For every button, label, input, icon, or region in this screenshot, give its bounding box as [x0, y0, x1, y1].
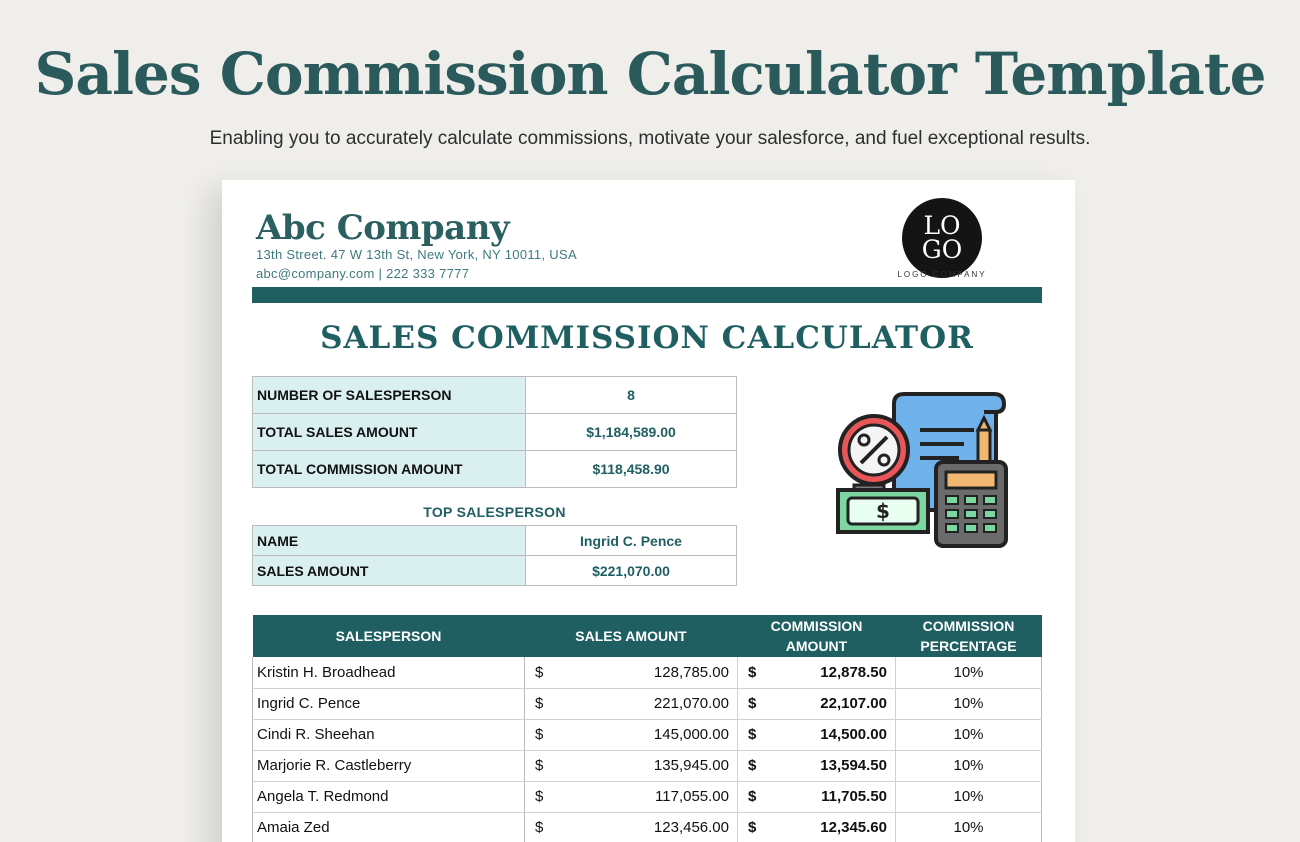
calculator-title: SALES COMMISSION CALCULATOR: [320, 320, 974, 356]
company-address: 13th Street. 47 W 13th St, New York, NY 10011, USA: [256, 247, 577, 262]
sales-amount-value: 145,000.00: [653, 726, 729, 743]
company-contact: abc@company.com | 222 333 7777: [256, 266, 470, 281]
header-divider: [252, 287, 1042, 303]
cell-commission-amount[interactable]: [738, 657, 896, 688]
table-row: [253, 688, 1042, 719]
cell-commission-percentage[interactable]: 10%: [896, 812, 1042, 842]
cell-commission-amount[interactable]: [738, 750, 896, 781]
summary-table: [252, 376, 737, 488]
table-row: [253, 657, 1042, 688]
currency-symbol: $: [535, 788, 544, 805]
summary-label: TOTAL COMMISSION AMOUNT: [253, 451, 526, 488]
table-row: [253, 719, 1042, 750]
col-header-commission-percentage: [896, 615, 1042, 657]
col-header-sales-amount: SALES AMOUNT: [525, 615, 738, 657]
table-header-row: [253, 615, 1042, 657]
cell-commission-percentage[interactable]: 10%: [896, 688, 1042, 719]
sales-amount-value: 128,785.00: [653, 663, 729, 681]
cell-commission-percentage[interactable]: 10%: [896, 750, 1042, 781]
top-salesperson-value[interactable]: $221,070.00: [526, 556, 737, 586]
cell-sales-amount[interactable]: [525, 750, 738, 781]
logo-text-top: LO: [923, 211, 961, 240]
table-row: [253, 750, 1042, 781]
cell-sales-amount[interactable]: [525, 719, 738, 750]
currency-symbol: $: [535, 695, 544, 712]
cell-commission-amount[interactable]: [738, 781, 896, 812]
cell-salesperson[interactable]: Kristin H. Broadhead: [253, 657, 525, 688]
top-salesperson-row: [253, 526, 737, 556]
cell-sales-amount[interactable]: [525, 781, 738, 812]
col-header-commission-percentage-line2: PERCENTAGE: [920, 638, 1017, 654]
top-salesperson-label: NAME: [253, 526, 526, 556]
table-row: [253, 812, 1042, 842]
summary-value[interactable]: 8: [526, 377, 737, 414]
currency-symbol: $: [535, 663, 544, 681]
cell-salesperson[interactable]: Angela T. Redmond: [253, 781, 525, 812]
cell-commission-amount[interactable]: [738, 719, 896, 750]
currency-symbol: $: [748, 726, 757, 743]
cell-commission-percentage[interactable]: 10%: [896, 657, 1042, 688]
col-header-commission-amount-line2: AMOUNT: [785, 638, 848, 654]
svg-text:$: $: [876, 499, 890, 523]
currency-symbol: $: [748, 695, 757, 712]
currency-symbol: $: [748, 819, 757, 836]
cell-commission-percentage[interactable]: 10%: [896, 781, 1042, 812]
top-salesperson-value[interactable]: Ingrid C. Pence: [526, 526, 737, 556]
summary-row: [253, 451, 737, 488]
currency-symbol: $: [535, 819, 544, 836]
currency-symbol: $: [535, 757, 544, 774]
cell-commission-amount[interactable]: [738, 812, 896, 842]
top-salesperson-row: [253, 556, 737, 586]
cell-salesperson[interactable]: Cindi R. Sheehan: [253, 719, 525, 750]
cell-commission-percentage[interactable]: 10%: [896, 719, 1042, 750]
currency-symbol: $: [748, 788, 757, 805]
commission-amount-value: 12,345.60: [820, 819, 887, 836]
commission-table: [252, 615, 1042, 842]
currency-symbol: $: [748, 757, 757, 774]
table-row: [253, 781, 1042, 812]
template-sheet: [222, 180, 1075, 842]
commission-amount-value: 14,500.00: [820, 726, 887, 743]
currency-symbol: $: [748, 663, 757, 681]
cell-sales-amount[interactable]: [525, 657, 738, 688]
logo-text-bottom: GO: [921, 235, 963, 264]
summary-row: [253, 414, 737, 451]
cell-salesperson[interactable]: Amaia Zed: [253, 812, 525, 842]
calculator-illustration-icon: [834, 390, 1009, 550]
cell-salesperson[interactable]: Marjorie R. Castleberry: [253, 750, 525, 781]
currency-symbol: $: [535, 726, 544, 743]
page-subtitle: Enabling you to accurately calculate commissions, motivate your salesforce, and fuel exceptional results.: [209, 128, 1091, 149]
company-logo: [902, 198, 982, 278]
sales-amount-value: 123,456.00: [653, 819, 729, 836]
page-title: Sales Commission Calculator Template: [34, 40, 1266, 108]
cell-salesperson[interactable]: Ingrid C. Pence: [253, 688, 525, 719]
col-header-commission-amount: [738, 615, 896, 657]
sales-amount-value: 135,945.00: [653, 757, 729, 774]
logo-caption: LOGO COMPANY: [897, 270, 987, 279]
commission-amount-value: 11,705.50: [821, 788, 887, 805]
top-salesperson-title: TOP SALESPERSON: [423, 504, 566, 520]
top-salesperson-table: [252, 525, 737, 586]
col-header-commission-amount-line1: COMMISSION: [770, 618, 863, 634]
commission-amount-value: 22,107.00: [820, 695, 887, 712]
col-header-commission-percentage-line1: COMMISSION: [922, 618, 1015, 634]
cell-sales-amount[interactable]: [525, 688, 738, 719]
commission-amount-value: 12,878.50: [820, 663, 887, 681]
summary-value[interactable]: $118,458.90: [526, 451, 737, 488]
summary-label: TOTAL SALES AMOUNT: [253, 414, 526, 451]
summary-label: NUMBER OF SALESPERSON: [253, 377, 526, 414]
sales-amount-value: 221,070.00: [653, 695, 729, 712]
sales-amount-value: 117,055.00: [655, 788, 729, 805]
cell-sales-amount[interactable]: [525, 812, 738, 842]
col-header-salesperson: SALESPERSON: [253, 615, 525, 657]
summary-row: [253, 377, 737, 414]
commission-amount-value: 13,594.50: [820, 757, 887, 774]
cell-commission-amount[interactable]: [738, 688, 896, 719]
company-name: Abc Company: [256, 208, 510, 248]
top-salesperson-label: SALES AMOUNT: [253, 556, 526, 586]
summary-value[interactable]: $1,184,589.00: [526, 414, 737, 451]
